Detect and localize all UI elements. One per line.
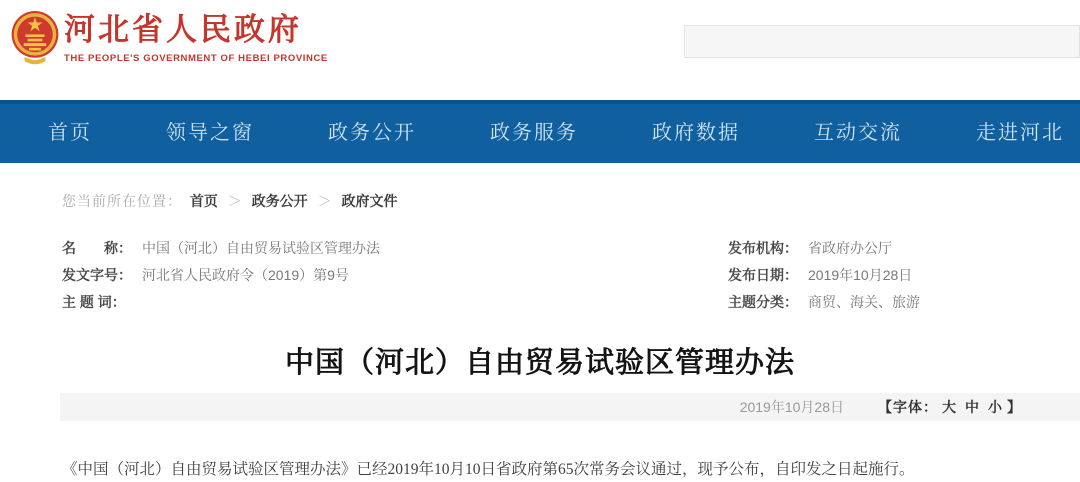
breadcrumb-item-home[interactable]: 首页 [189, 193, 218, 209]
meta-label: 发布机构： [728, 240, 798, 256]
meta-column-left [62, 235, 728, 316]
meta-row-name [62, 235, 728, 262]
font-ctrl-prefix: 【字体： [878, 399, 938, 415]
meta-value: 河北省人民政府令（2019）第9号 [142, 267, 349, 283]
site-subtitle: THE PEOPLE'S GOVERNMENT OF HEBEI PROVINCE [64, 53, 328, 64]
meta-value: 中国（河北）自由贸易试验区管理办法 [142, 240, 380, 256]
meta-column-right [728, 235, 920, 316]
meta-row-doc-number [62, 262, 728, 289]
site-logo-link[interactable] [64, 13, 328, 64]
article-body: 《中国（河北）自由贸易试验区管理办法》已经2019年10月10日省政府第65次常务会议通过，现予公布，自印发之日起施行。 [62, 461, 915, 478]
article-toolbar [60, 393, 1080, 421]
site-title: 河北省人民政府 [64, 12, 302, 47]
site-header [0, 0, 1080, 100]
article-title: 中国（河北）自由贸易试验区管理办法 [284, 347, 795, 379]
search-input[interactable] [684, 25, 1080, 58]
font-size-small-button[interactable]: 小 [988, 399, 1003, 415]
nav-item-gov-services[interactable]: 政务服务 [490, 122, 578, 144]
font-ctrl-suffix: 】 [1007, 399, 1022, 415]
font-size-medium-button[interactable]: 中 [965, 399, 980, 415]
nav-item-about-hebei[interactable]: 走进河北 [976, 122, 1064, 144]
nav-item-home[interactable]: 首页 [48, 122, 92, 144]
breadcrumb-separator: ＞ [317, 193, 332, 209]
main-navigation [0, 100, 1080, 163]
meta-row-issuing-agency [728, 235, 920, 262]
breadcrumb-item-gov-affairs[interactable]: 政务公开 [251, 193, 308, 209]
meta-label: 主 题 词： [62, 294, 126, 310]
document-meta [62, 235, 1080, 316]
meta-label: 发文字号： [62, 267, 132, 283]
meta-value: 2019年10月28日 [808, 267, 913, 283]
breadcrumb-label: 您当前所在位置： [62, 193, 182, 209]
nav-item-leaders[interactable]: 领导之窗 [166, 122, 254, 144]
font-size-large-button[interactable]: 大 [942, 399, 957, 415]
meta-value: 商贸、海关、旅游 [808, 294, 920, 310]
nav-item-interaction[interactable]: 互动交流 [814, 122, 902, 144]
breadcrumb-separator: ＞ [227, 193, 242, 209]
nav-item-gov-affairs[interactable]: 政务公开 [328, 122, 416, 144]
national-emblem-icon [9, 5, 61, 69]
meta-row-publish-date [728, 262, 920, 289]
article-date: 2019年10月28日 [739, 399, 844, 415]
font-size-control [878, 397, 1022, 417]
meta-label: 发布日期： [728, 267, 798, 283]
meta-row-subject-category [728, 289, 920, 316]
meta-value: 省政府办公厅 [808, 240, 892, 256]
nav-item-gov-data[interactable]: 政府数据 [652, 122, 740, 144]
breadcrumb-item-gov-documents[interactable]: 政府文件 [341, 193, 398, 209]
meta-row-subject-words [62, 289, 728, 316]
breadcrumb [62, 191, 1080, 211]
meta-label: 主题分类： [728, 294, 798, 310]
meta-label: 名 称： [62, 240, 132, 256]
